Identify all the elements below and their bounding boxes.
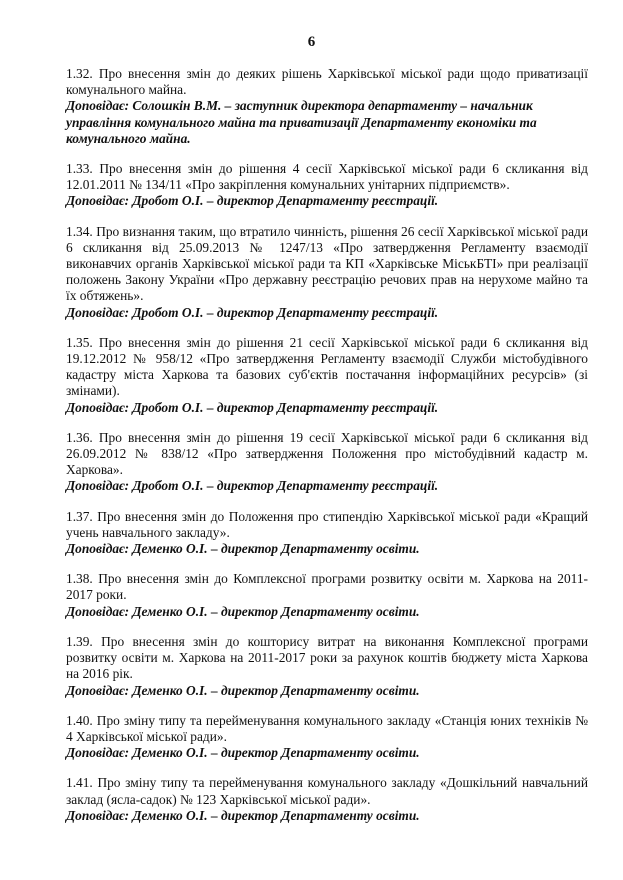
agenda-item-text: 1.38. Про внесення змін до Комплексної програми розвитку освіти м. Харкова на 2011-2017 роки.: [66, 571, 588, 603]
agenda-item-text: 1.32. Про внесення змін до деяких рішень Харківської міської ради щодо приватизації комунального майна.: [66, 66, 588, 98]
agenda-item-text: 1.40. Про зміну типу та перейменування комунального закладу «Станція юних техніків № 4 Харківської міської ради».: [66, 712, 588, 744]
agenda-item-text: 1.37. Про внесення змін до Положення про стипендію Харківської міської ради «Кращий учень навчального закладу».: [66, 508, 588, 540]
agenda-item: [66, 571, 588, 620]
agenda-item-speaker: Доповідає: Деменко О.І. – директор Департаменту освіти.: [66, 682, 420, 698]
agenda-items: [66, 66, 588, 838]
agenda-item: [66, 775, 588, 824]
agenda-item-text: 1.33. Про внесення змін до рішення 4 сесії Харківської міської ради 6 скликання від 12.01.2011 № 134/11 «Про закріплення комунальних унітарних підприємств».: [66, 161, 588, 193]
agenda-item-speaker: Доповідає: Деменко О.І. – директор Департаменту освіти.: [66, 603, 420, 619]
agenda-item: [66, 509, 588, 558]
agenda-item: [66, 430, 588, 495]
agenda-item: [66, 335, 588, 416]
agenda-item: [66, 634, 588, 699]
page-number: 6: [307, 34, 316, 50]
agenda-item-text: 1.39. Про внесення змін до кошторису витрат на виконання Комплексної програми розвитку освіти м. Харкова на 2011-2017 роки за рахунок коштів бюджету міста Харкова на 2016 рік.: [66, 633, 588, 682]
agenda-item-speaker: Доповідає: Дробот О.І. – директор Департаменту реєстрації.: [66, 399, 439, 415]
agenda-item-speaker: Доповідає: Дробот О.І. – директор Департаменту реєстрації.: [66, 478, 439, 494]
agenda-item-speaker: Доповідає: Дробот О.І. – директор Департаменту реєстрації.: [66, 193, 439, 209]
agenda-item: [66, 713, 588, 762]
agenda-item-speaker: Доповідає: Деменко О.І. – директор Департаменту освіти.: [66, 541, 420, 557]
agenda-item-text: 1.34. Про визнання таким, що втратило чинність, рішення 26 сесії Харківської міської ради 6 скликання від 25.09.2013 № 1247/13 «Про затвердження Регламенту взаємодії виконавчих органів Харківської міської ради та КП «Харківське МіськБТІ» при реалізації положень Закону України «Про державну реєстрацію речових прав на нерухоме майно та їх обтяжень».: [66, 223, 588, 304]
agenda-item-speaker: Доповідає: Солошкін В.М. – заступник директора департаменту – начальник управління комунального майна та приватизації Департаменту економіки та комунального майна.: [66, 98, 537, 146]
agenda-item-text: 1.35. Про внесення змін до рішення 21 сесії Харківської міської ради 6 скликання від 19.12.2012 № 958/12 «Про затвердження Регламенту взаємодії Служби містобудівного кадастру міста Харкова та базових суб'єктів постачання інформаційних ресурсів» (зі змінами).: [66, 334, 588, 399]
agenda-item: [66, 224, 588, 321]
agenda-item-text: 1.36. Про внесення змін до рішення 19 сесії Харківської міської ради 6 скликання від 26.09.2012 № 838/12 «Про затвердження Положення про містобудівний кадастр м. Харкова».: [66, 429, 588, 478]
agenda-item-speaker: Доповідає: Деменко О.І. – директор Департаменту освіти.: [66, 807, 420, 823]
agenda-item-speaker: Доповідає: Деменко О.І. – директор Департаменту освіти.: [66, 745, 420, 761]
agenda-item-text: 1.41. Про зміну типу та перейменування комунального закладу «Дошкільний навчальний заклад (ясла-садок) № 123 Харківської міської ради».: [66, 775, 588, 807]
agenda-item: [66, 161, 588, 210]
agenda-item: [66, 66, 588, 147]
agenda-item-speaker: Доповідає: Дробот О.І. – директор Департаменту реєстрації.: [66, 304, 439, 320]
